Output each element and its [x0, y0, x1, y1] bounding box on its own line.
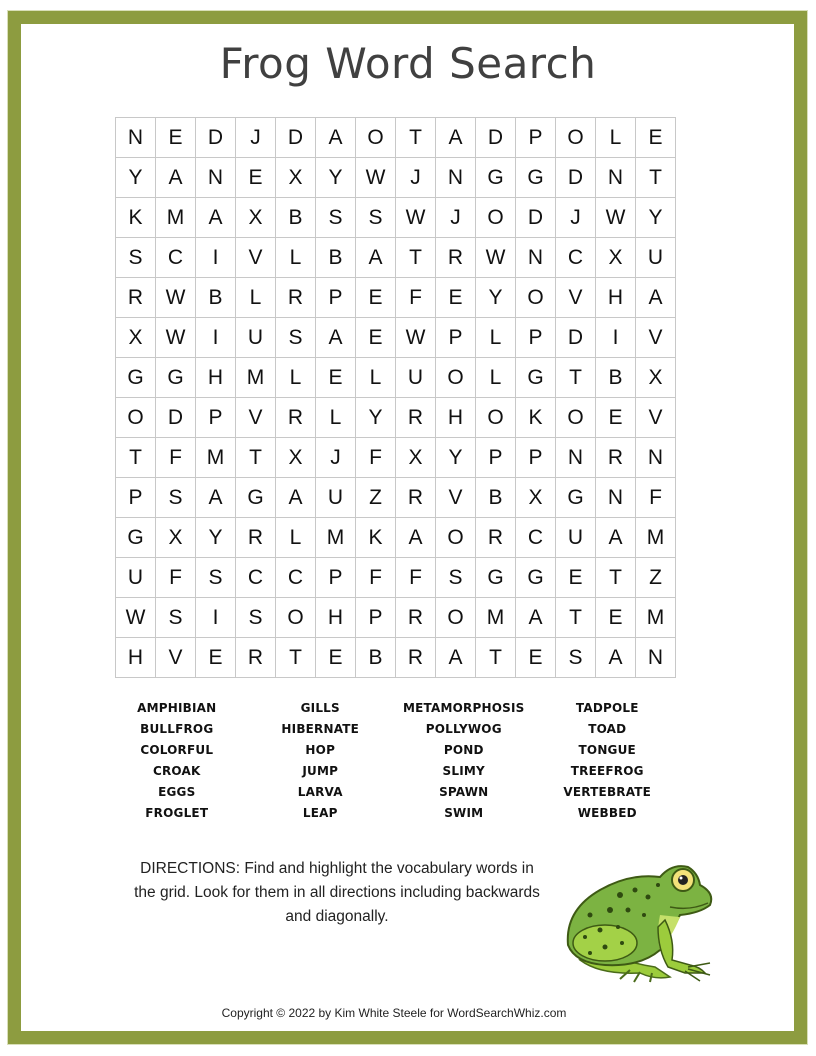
grid-cell[interactable]: I: [196, 598, 236, 638]
grid-cell[interactable]: F: [636, 478, 676, 518]
grid-cell[interactable]: T: [276, 638, 316, 678]
grid-cell[interactable]: X: [236, 198, 276, 238]
grid-cell[interactable]: Y: [636, 198, 676, 238]
grid-cell[interactable]: E: [596, 598, 636, 638]
word-list-item: LARVA: [297, 785, 343, 799]
grid-cell[interactable]: T: [556, 358, 596, 398]
grid-cell[interactable]: W: [156, 318, 196, 358]
word-list-item: LEAP: [302, 806, 338, 820]
grid-cell[interactable]: Z: [636, 558, 676, 598]
grid-cell[interactable]: T: [236, 438, 276, 478]
grid-cell[interactable]: I: [196, 318, 236, 358]
grid-cell[interactable]: W: [156, 278, 196, 318]
grid-cell[interactable]: H: [316, 598, 356, 638]
word-list-item: HIBERNATE: [281, 722, 360, 736]
grid-cell[interactable]: S: [156, 478, 196, 518]
grid-cell[interactable]: Z: [356, 478, 396, 518]
grid-cell[interactable]: E: [156, 118, 196, 158]
grid-cell[interactable]: R: [596, 438, 636, 478]
grid-cell[interactable]: R: [396, 638, 436, 678]
grid-cell[interactable]: D: [556, 158, 596, 198]
word-list-item: TREEFROG: [570, 764, 644, 778]
grid-cell[interactable]: C: [236, 558, 276, 598]
grid-cell[interactable]: G: [556, 478, 596, 518]
grid-cell[interactable]: C: [156, 238, 196, 278]
word-list-item: SLIMY: [442, 764, 485, 778]
grid-cell[interactable]: P: [516, 118, 556, 158]
grid-cell[interactable]: U: [116, 558, 156, 598]
grid-cell[interactable]: O: [436, 598, 476, 638]
grid-cell[interactable]: W: [116, 598, 156, 638]
grid-cell[interactable]: D: [476, 118, 516, 158]
grid-cell[interactable]: E: [516, 638, 556, 678]
grid-cell[interactable]: N: [556, 438, 596, 478]
grid-cell[interactable]: V: [236, 238, 276, 278]
grid-cell[interactable]: R: [276, 278, 316, 318]
grid-cell[interactable]: F: [396, 558, 436, 598]
grid-cell[interactable]: G: [516, 158, 556, 198]
grid-cell[interactable]: J: [236, 118, 276, 158]
grid-cell[interactable]: E: [316, 358, 356, 398]
grid-cell[interactable]: N: [196, 158, 236, 198]
grid-cell[interactable]: U: [236, 318, 276, 358]
grid-cell[interactable]: L: [276, 358, 316, 398]
grid-cell[interactable]: N: [116, 118, 156, 158]
grid-cell[interactable]: A: [276, 478, 316, 518]
grid-cell[interactable]: U: [556, 518, 596, 558]
grid-cell[interactable]: I: [596, 318, 636, 358]
word-list-item: COLORFUL: [140, 743, 214, 757]
grid-cell[interactable]: O: [436, 518, 476, 558]
grid-cell[interactable]: P: [356, 598, 396, 638]
grid-cell[interactable]: T: [116, 438, 156, 478]
grid-cell[interactable]: E: [316, 638, 356, 678]
grid-cell[interactable]: S: [156, 598, 196, 638]
directions-text: DIRECTIONS: Find and highlight the vocabulary words in the grid. Look for them in all directions including backwards and diagonally.: [134, 860, 540, 925]
grid-cell[interactable]: G: [116, 518, 156, 558]
grid-cell[interactable]: E: [356, 318, 396, 358]
grid-cell[interactable]: F: [356, 558, 396, 598]
grid-cell[interactable]: C: [556, 238, 596, 278]
grid-cell[interactable]: W: [476, 238, 516, 278]
grid-cell[interactable]: E: [356, 278, 396, 318]
grid-cell[interactable]: A: [516, 598, 556, 638]
grid-cell[interactable]: P: [516, 438, 556, 478]
grid-cell[interactable]: E: [636, 118, 676, 158]
word-list-item: JUMP: [302, 764, 339, 778]
grid-cell[interactable]: S: [116, 238, 156, 278]
word-search-grid: [115, 117, 676, 678]
grid-cell[interactable]: A: [196, 478, 236, 518]
grid-cell[interactable]: A: [316, 118, 356, 158]
grid-cell[interactable]: B: [276, 198, 316, 238]
grid-cell[interactable]: P: [196, 398, 236, 438]
grid-cell[interactable]: T: [596, 558, 636, 598]
grid-cell[interactable]: D: [516, 198, 556, 238]
grid-cell[interactable]: F: [156, 558, 196, 598]
grid-cell[interactable]: M: [316, 518, 356, 558]
grid-cell[interactable]: S: [316, 198, 356, 238]
grid-cell[interactable]: V: [636, 318, 676, 358]
grid-cell[interactable]: X: [396, 438, 436, 478]
grid-cell[interactable]: I: [196, 238, 236, 278]
grid-cell[interactable]: X: [516, 478, 556, 518]
grid-cell[interactable]: J: [436, 198, 476, 238]
grid-cell[interactable]: G: [516, 558, 556, 598]
grid-cell[interactable]: T: [476, 638, 516, 678]
grid-cell[interactable]: R: [396, 598, 436, 638]
grid-cell[interactable]: S: [556, 638, 596, 678]
grid-cell[interactable]: B: [356, 638, 396, 678]
grid-cell[interactable]: W: [396, 198, 436, 238]
grid-cell[interactable]: S: [196, 558, 236, 598]
grid-cell[interactable]: L: [316, 398, 356, 438]
grid-cell[interactable]: T: [396, 238, 436, 278]
grid-cell[interactable]: M: [156, 198, 196, 238]
grid-cell[interactable]: F: [396, 278, 436, 318]
grid-cell[interactable]: P: [116, 478, 156, 518]
grid-cell[interactable]: A: [316, 318, 356, 358]
grid-cell[interactable]: F: [356, 438, 396, 478]
grid-cell[interactable]: H: [436, 398, 476, 438]
grid-cell[interactable]: H: [596, 278, 636, 318]
word-list-item: FROGLET: [145, 806, 209, 820]
grid-cell[interactable]: W: [396, 318, 436, 358]
grid-cell[interactable]: E: [236, 158, 276, 198]
word-list-item: POLLYWOG: [425, 722, 502, 736]
grid-cell[interactable]: R: [396, 478, 436, 518]
word-list-item: VERTEBRATE: [563, 785, 652, 799]
grid-cell[interactable]: A: [436, 638, 476, 678]
grid-cell[interactable]: S: [356, 198, 396, 238]
grid-cell[interactable]: B: [316, 238, 356, 278]
grid-cell[interactable]: E: [596, 398, 636, 438]
grid-cell[interactable]: A: [156, 158, 196, 198]
grid-cell[interactable]: M: [476, 598, 516, 638]
grid-cell[interactable]: N: [636, 438, 676, 478]
grid-cell[interactable]: V: [556, 278, 596, 318]
grid-cell[interactable]: U: [636, 238, 676, 278]
grid-cell[interactable]: V: [156, 638, 196, 678]
grid-cell[interactable]: E: [436, 278, 476, 318]
grid-cell[interactable]: V: [436, 478, 476, 518]
grid-cell[interactable]: O: [276, 598, 316, 638]
grid-cell[interactable]: D: [276, 118, 316, 158]
word-list-item: TADPOLE: [575, 701, 639, 715]
grid-cell[interactable]: B: [596, 358, 636, 398]
word-list-item: HOP: [305, 743, 336, 757]
grid-cell[interactable]: A: [356, 238, 396, 278]
grid-cell[interactable]: R: [236, 518, 276, 558]
grid-cell[interactable]: N: [516, 238, 556, 278]
grid-cell[interactable]: A: [636, 278, 676, 318]
grid-cell[interactable]: R: [236, 638, 276, 678]
grid-cell[interactable]: G: [476, 558, 516, 598]
grid-cell[interactable]: P: [436, 318, 476, 358]
grid-cell[interactable]: K: [356, 518, 396, 558]
grid-cell[interactable]: X: [156, 518, 196, 558]
grid-cell[interactable]: D: [556, 318, 596, 358]
grid-cell[interactable]: R: [476, 518, 516, 558]
grid-cell[interactable]: X: [636, 358, 676, 398]
grid-cell[interactable]: T: [556, 598, 596, 638]
grid-cell[interactable]: Y: [116, 158, 156, 198]
grid-cell[interactable]: J: [316, 438, 356, 478]
grid-cell[interactable]: D: [156, 398, 196, 438]
grid-cell[interactable]: S: [276, 318, 316, 358]
grid-cell[interactable]: A: [196, 198, 236, 238]
grid-cell[interactable]: K: [516, 398, 556, 438]
grid-cell[interactable]: V: [236, 398, 276, 438]
grid-cell[interactable]: R: [396, 398, 436, 438]
grid-cell[interactable]: N: [596, 158, 636, 198]
grid-cell[interactable]: E: [196, 638, 236, 678]
grid-cell[interactable]: G: [236, 478, 276, 518]
grid-cell[interactable]: O: [436, 358, 476, 398]
grid-cell[interactable]: X: [276, 438, 316, 478]
word-list-item: SPAWN: [439, 785, 489, 799]
grid-cell[interactable]: M: [196, 438, 236, 478]
grid-cell[interactable]: L: [476, 358, 516, 398]
grid-cell[interactable]: L: [596, 118, 636, 158]
grid-cell[interactable]: G: [156, 358, 196, 398]
grid-cell[interactable]: X: [116, 318, 156, 358]
grid-cell[interactable]: A: [596, 638, 636, 678]
grid-cell[interactable]: S: [436, 558, 476, 598]
grid-cell[interactable]: K: [116, 198, 156, 238]
grid-cell[interactable]: L: [356, 358, 396, 398]
grid-cell[interactable]: M: [636, 518, 676, 558]
grid-cell[interactable]: N: [596, 478, 636, 518]
word-list-item: METAMORPHOSIS: [403, 701, 525, 715]
grid-cell[interactable]: T: [396, 118, 436, 158]
grid-cell[interactable]: O: [476, 398, 516, 438]
grid-cell[interactable]: W: [356, 158, 396, 198]
grid-cell[interactable]: P: [316, 278, 356, 318]
grid-cell[interactable]: W: [596, 198, 636, 238]
word-list: [105, 698, 679, 824]
grid-cell[interactable]: C: [276, 558, 316, 598]
grid-cell[interactable]: T: [636, 158, 676, 198]
word-list-item: SWIM: [444, 806, 484, 820]
grid-cell[interactable]: O: [116, 398, 156, 438]
grid-cell[interactable]: P: [476, 438, 516, 478]
grid-cell[interactable]: A: [596, 518, 636, 558]
grid-cell[interactable]: L: [276, 238, 316, 278]
grid-cell[interactable]: M: [236, 358, 276, 398]
grid-cell[interactable]: E: [556, 558, 596, 598]
grid-cell[interactable]: U: [316, 478, 356, 518]
grid-cell[interactable]: U: [396, 358, 436, 398]
grid-cell[interactable]: O: [356, 118, 396, 158]
grid-cell[interactable]: O: [516, 278, 556, 318]
grid-cell[interactable]: R: [276, 398, 316, 438]
grid-cell[interactable]: N: [636, 638, 676, 678]
grid-cell[interactable]: R: [436, 238, 476, 278]
word-list-item: AMPHIBIAN: [137, 701, 217, 715]
page-title: Frog Word Search: [219, 39, 597, 88]
grid-cell[interactable]: Y: [476, 278, 516, 318]
grid-cell[interactable]: L: [236, 278, 276, 318]
grid-cell[interactable]: H: [196, 358, 236, 398]
word-list-item: WEBBED: [577, 806, 637, 820]
grid-cell[interactable]: C: [516, 518, 556, 558]
word-list-item: TOAD: [588, 722, 627, 736]
grid-cell[interactable]: G: [516, 358, 556, 398]
grid-cell[interactable]: A: [396, 518, 436, 558]
grid-cell[interactable]: P: [316, 558, 356, 598]
grid-cell[interactable]: P: [516, 318, 556, 358]
word-list-item: EGGS: [158, 785, 196, 799]
grid-cell[interactable]: J: [556, 198, 596, 238]
grid-cell[interactable]: O: [556, 398, 596, 438]
grid-cell[interactable]: S: [236, 598, 276, 638]
grid-cell[interactable]: Y: [436, 438, 476, 478]
grid-cell[interactable]: V: [636, 398, 676, 438]
word-list-item: TONGUE: [578, 743, 636, 757]
grid-cell[interactable]: R: [116, 278, 156, 318]
grid-cell[interactable]: O: [476, 198, 516, 238]
grid-cell[interactable]: X: [276, 158, 316, 198]
frog-icon: [560, 855, 720, 985]
grid-cell[interactable]: X: [596, 238, 636, 278]
word-list-item: BULLFROG: [140, 722, 214, 736]
grid-cell[interactable]: M: [636, 598, 676, 638]
grid-cell[interactable]: Y: [316, 158, 356, 198]
grid-cell[interactable]: H: [116, 638, 156, 678]
grid-cell[interactable]: J: [396, 158, 436, 198]
word-list-item: GILLS: [300, 701, 340, 715]
grid-cell[interactable]: D: [196, 118, 236, 158]
word-list-item: CROAK: [152, 764, 201, 778]
grid-cell[interactable]: B: [476, 478, 516, 518]
grid-cell[interactable]: B: [196, 278, 236, 318]
grid-cell[interactable]: F: [156, 438, 196, 478]
grid-cell[interactable]: G: [116, 358, 156, 398]
grid-cell[interactable]: N: [436, 158, 476, 198]
grid-cell[interactable]: A: [436, 118, 476, 158]
grid-cell[interactable]: Y: [356, 398, 396, 438]
grid-cell[interactable]: O: [556, 118, 596, 158]
word-list-item: POND: [443, 743, 484, 757]
grid-cell[interactable]: L: [276, 518, 316, 558]
grid-cell[interactable]: Y: [196, 518, 236, 558]
copyright-text: Copyright © 2022 by Kim White Steele for WordSearchWhiz.com: [221, 1006, 567, 1020]
grid-cell[interactable]: L: [476, 318, 516, 358]
grid-cell[interactable]: G: [476, 158, 516, 198]
